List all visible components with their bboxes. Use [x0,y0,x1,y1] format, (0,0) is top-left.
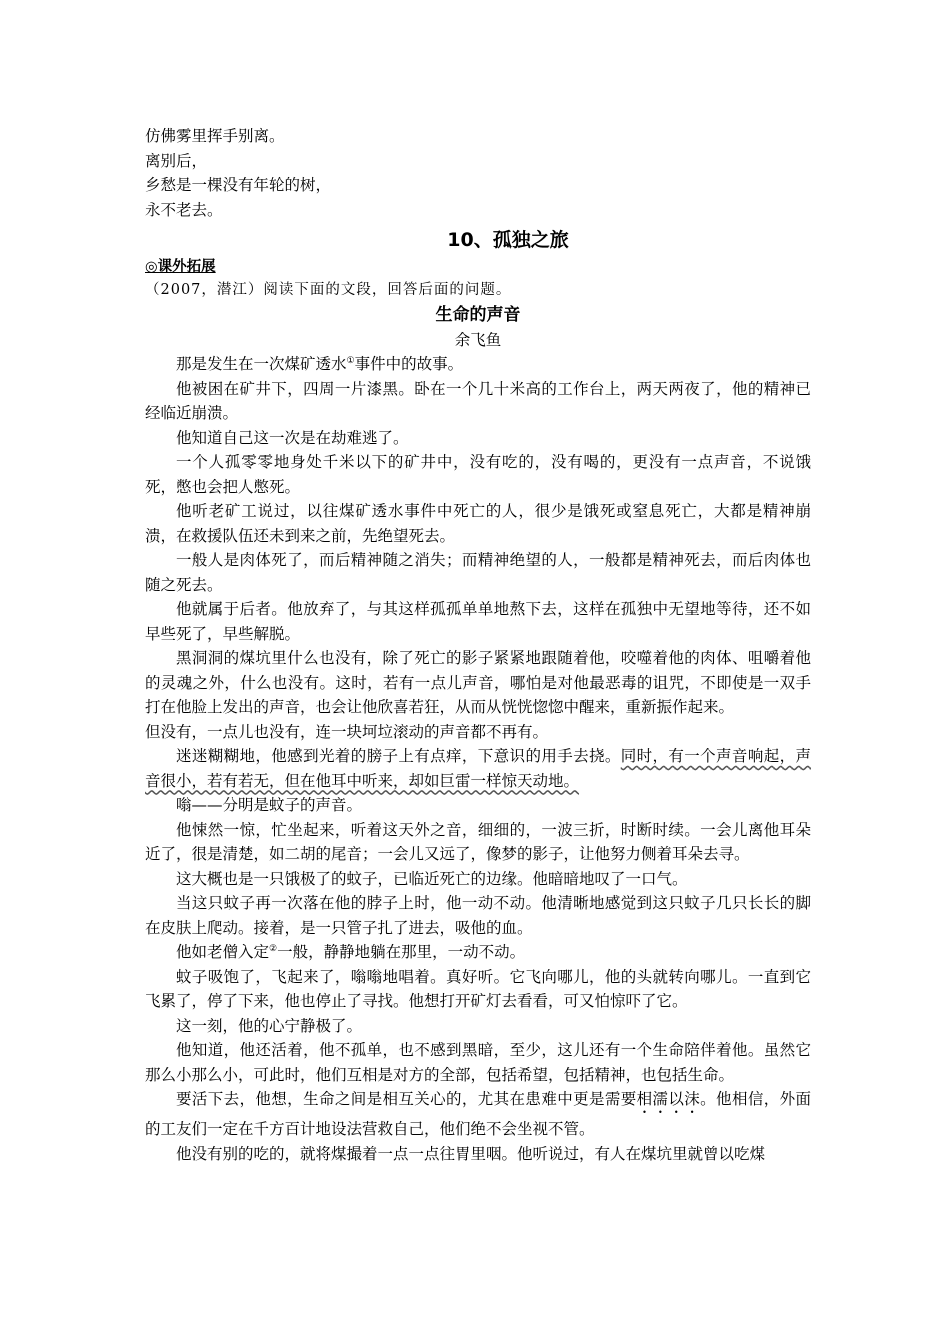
poem-line-3: 乡愁是一棵没有年轮的树， [145,176,332,194]
paragraph: 他就属于后者。他放弃了，与其这样孤孤单单地熬下去，这样在孤独中无望地等待，还不如早些死了，早些解脱。 [145,600,811,643]
wavy-underlined-sentence: 同时，有一个声音响起，声音很小，若有若无，但在他耳中听来，却如巨雷一样惊天动地。 [145,747,811,790]
paragraph: 但没有，一点儿也没有，连一块坷垃滚动的声音都不再有。 [145,722,549,741]
paragraph: 他没有别的吃的，就将煤撮着一点一点往胃里咽。他听说过，有人在煤坑里就曾以吃煤 [176,1144,766,1163]
poem-fragment [145,124,811,222]
paragraph: 他悚然一惊，忙坐起来，听着这天外之音，细细的，一波三折，时断时续。一会儿离他耳朵近了，很是清楚，如二胡的尾音；一会儿又远了，像梦的影子，让他努力侧着耳朵去寻。 [145,820,811,863]
paragraph: 他知道，他还活着，他不孤单，也不感到黑暗，至少，这儿还有一个生命陪伴着他。虽然它那么小那么小，可此时，他们互相是对方的全部，包括希望，包括精神，也包括生命。 [145,1041,811,1084]
paragraph: 一般人是肉体死了，而后精神随之消失；而精神绝望的人，一般都是精神死去，而后肉体也随之死去。 [145,551,811,594]
paragraph: 他被困在矿井下，四周一片漆黑。卧在一个几十米高的工作台上，两天两夜了，他的精神已经临近崩溃。 [145,379,811,422]
document-page [145,124,811,1166]
source-line: （2007，潜江）阅读下面的文段，回答后面的问题。 [145,282,512,298]
paragraph: 迷迷糊糊地，他感到光着的膀子上有点痒，下意识的用手去挠。同时，有一个声音响起，声音很小，若有若无，但在他耳中听来，却如巨雷一样惊天动地。 [145,747,811,790]
paragraph: 嗡——分明是蚊子的声音。 [176,796,363,814]
footnote-marker: ② [269,943,278,954]
poem-line-4: 永不老去。 [145,200,223,219]
paragraph: 那是发生在一次煤矿透水①事件中的故事。 [176,355,464,373]
paragraph: 一个人孤零零地身处千米以下的矿井中，没有吃的，没有喝的，更没有一点声音，不说饿死，憋也会把人憋死。 [145,453,811,496]
paragraph: 他如老僧入定②一般，静静地躺在那里，一动不动。 [176,943,526,961]
paragraph: 这大概也是一只饿极了的蚊子，已临近死亡的边缘。他暗暗地叹了一口气。 [176,869,688,888]
author: 余飞鱼 [454,331,502,349]
paragraph: 要活下去，他想，生命之间是相互关心的，尤其在患难中更是需要相濡以沫。他相信，外面的工友们一定在千方百计地设法营救自己，他们绝不会坐视不管。 [145,1090,811,1138]
emphasized-idiom: 相濡以沫 [636,1090,701,1108]
article-title: 生命的声音 [435,305,521,325]
extension-label: ◎课外拓展 [145,259,216,275]
paragraph: 他听老矿工说过，以往煤矿透水事件中死亡的人，很少是饿死或窒息死亡，大都是精神崩溃，在救援队伍还未到来之前，先绝望死去。 [145,502,811,545]
paragraph: 他知道自己这一次是在劫难逃了。 [176,428,409,447]
section-title: 10、孤独之旅 [447,229,569,251]
poem-line-2: 离别后， [145,151,208,170]
footnote-marker: ① [346,355,355,366]
paragraph: 这一刻，他的心宁静极了。 [176,1016,363,1035]
paragraph: 蚊子吸饱了，飞起来了，嗡嗡地唱着。真好听。它飞向哪儿，他的头就转向哪儿。一直到它飞累了，停了下来，他也停止了寻找。他想打开矿灯去看看，可又怕惊吓了它。 [145,967,811,1010]
poem-line-1: 仿佛雾里挥手别离。 [145,127,285,145]
paragraph: 黑洞洞的煤坑里什么也没有，除了死亡的影子紧紧地跟随着他，咬噬着他的肉体、咀嚼着他的灵魂之外，什么也没有。这时，若有一点儿声音，哪怕是对他最恶毒的诅咒，不即使是一双手打在他脸上发出的声音，也会让他欣喜若狂，从而从恍恍惚惚中醒来，重新振作起来。 [145,649,811,716]
paragraph: 当这只蚊子再一次落在他的脖子上时，他一动不动。他清晰地感觉到这只蚊子几只长长的脚在皮肤上爬动。接着，是一只管子扎了进去，吸他的血。 [145,894,811,937]
article-body [145,352,811,1166]
